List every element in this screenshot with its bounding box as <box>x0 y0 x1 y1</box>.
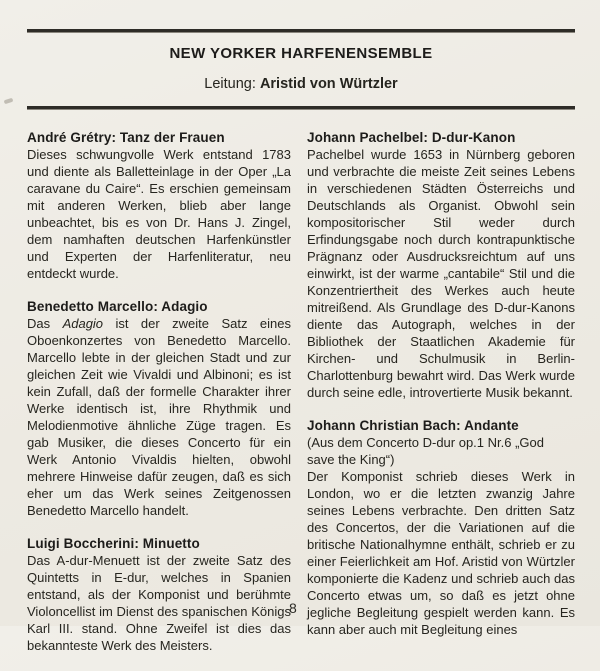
section-body: Das A-dur-Menuett ist der zweite Satz des Quintetts in E-dur, welches in Spanien entstand, als der Komponist und berühmte Violoncellist im Dienst des spanischen Königs Karl III. stand. Ohne Zweifel ist dies das bekannteste Werk des Meisters. <box>27 553 291 653</box>
leitung-line <box>27 76 575 92</box>
margin-smudge-mark <box>4 98 14 105</box>
section-pachelbel <box>307 130 575 401</box>
left-column <box>27 130 291 671</box>
section-body: Dieses schwungvolle Werk entstand 1783 und diente als Balletteinlage in der Oper „La caravane du Caire“. Es erschien gemeinsam mit anderen Werken, blieb aber lange unbeachtet, bis es von Dr. Hans J. Zingel, dem namhaften deutschen Harfenkünstler und Experten der Harfenliteratur, neu entdeckt wurde. <box>27 147 291 281</box>
ensemble-title: NEW YORKER HARFENENSEMBLE <box>169 45 433 62</box>
section-boccherini <box>27 536 291 654</box>
header-top-rule <box>27 29 575 33</box>
work-title-italic: Adagio <box>62 316 104 331</box>
section-body: Pachelbel wurde 1653 in Nürnberg geboren und verbrachte die meiste Zeit seines Lebens in verschiedenen Städten Österreichs und Deutschlands als Organist. Obwohl sein kompositorischer Stil weder durch Erfindungsgabe noch durch kontrapunktische Prägnanz oder Ausdrucksreichtum auf uns einwirkt, ist der warme „cantabile“ Stil und die Konzentriertheit des Werkes auch heute mitreißend. Als Grundlage des D-dur-Kanons diente das Autograph, welches in der Bibliothek der Staatlichen Akademie für Kirchen- und Schulmusik in Berlin-Charlottenburg bewahrt wird. Das Werk wurde durch seine edle, introvertierte Musik bekannt. <box>307 147 575 400</box>
section-body: Der Komponist schrieb dieses Werk in London, wo er die letzten zwanzig Jahre seines Lebens verbrachte. Den dritten Satz des Concertos, der die Variationen auf die britische Nationalhymne enthält, schrieb er zu einer Feierlichkeit am Hof. Aristid von Würtzler komponierte die Kadenz und schrieb auch das Concerto etwas um, so daß es jetzt ohne jegliche Begleitung gespielt werden kann. Es kann aber auch mit Begleitung eines <box>307 469 575 637</box>
section-marcello <box>27 299 291 519</box>
program-header <box>27 29 575 110</box>
section-heading: Benedetto Marcello: Adagio <box>27 299 208 314</box>
page-number: 8 <box>289 600 297 616</box>
section-heading: Johann Pachelbel: D-dur-Kanon <box>307 130 516 145</box>
section-body <box>27 315 291 519</box>
section-gretry <box>27 130 291 282</box>
right-column <box>307 130 575 671</box>
section-heading: André Grétry: Tanz der Frauen <box>27 130 225 145</box>
body-text: ist der zweite Satz eines Oboenkonzertes von Benedetto Marcello. Marcello lebte in der gleichen Stadt und zur gleichen Zeit wie Vivaldi und Albinoni; es ist kein Zufall, daß der formelle Charakter ihrer Werke identisch ist, ihre Rhythmik und Melodienmotive ähnliche Züge tragen. Es gab Musiker, die dieses Concerto für ein Werk Antonio Vivaldis hielten, obwohl mehrere Hinweise dafür zeugen, daß es sich eher um das Werk seines Zeitgenossen Benedetto Marcello handelt. <box>27 316 291 518</box>
body-text: Das <box>27 316 63 331</box>
section-heading: Johann Christian Bach: Andante <box>307 418 519 433</box>
leitung-label: Leitung: <box>204 76 256 92</box>
conductor-name: Aristid von Würtzler <box>259 76 398 92</box>
two-column-body <box>27 130 575 671</box>
section-jc-bach <box>307 418 575 638</box>
header-bottom-rule <box>27 106 575 110</box>
section-heading: Luigi Boccherini: Minuetto <box>27 536 200 551</box>
section-subtitle: (Aus dem Concerto D-dur op.1 Nr.6 „God save the King“) <box>307 435 544 467</box>
program-booklet-page <box>0 29 600 653</box>
